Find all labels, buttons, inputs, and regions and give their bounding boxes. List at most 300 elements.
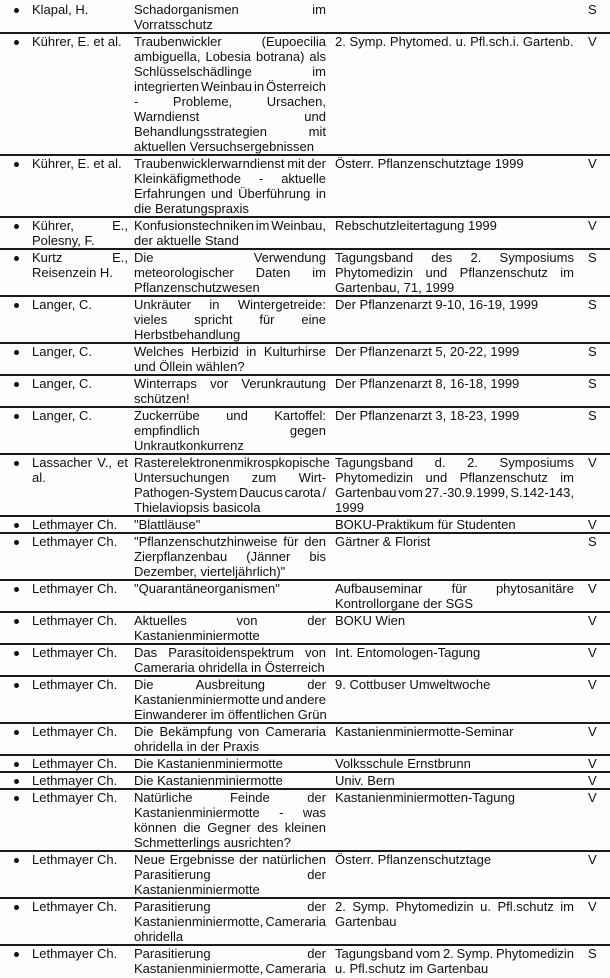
publication-cell	[335, 677, 576, 692]
bullet-icon	[14, 256, 19, 261]
word: Behandlungsstrategien	[134, 124, 267, 139]
word: Traubenwickler	[134, 34, 222, 49]
text-line-justified	[134, 805, 326, 820]
text-line-justified	[32, 455, 128, 470]
word: Probleme,	[172, 94, 233, 109]
word: in	[209, 297, 220, 312]
word: Wintergetreide:	[237, 297, 326, 312]
word: et	[117, 455, 128, 470]
word: Phytomedizin	[395, 899, 474, 914]
table-row	[0, 408, 610, 455]
word: Cameraria	[265, 724, 326, 739]
bullet-cell	[0, 773, 32, 784]
bullet-icon	[14, 651, 19, 656]
bullet-icon	[14, 303, 19, 308]
word: der	[307, 867, 326, 882]
category-value: V	[588, 645, 597, 660]
bullet-cell	[0, 852, 32, 863]
word: Symp.	[456, 946, 494, 961]
word: im	[255, 218, 270, 233]
table-row	[0, 613, 610, 645]
text-line-justified	[335, 265, 574, 280]
title-cell	[134, 724, 335, 754]
text-line-justified	[134, 186, 326, 201]
bullet-icon	[14, 619, 19, 624]
text-line-justified	[335, 946, 574, 961]
text-line: Lethmayer Ch.	[32, 677, 118, 692]
word: Kulturhirse	[263, 344, 326, 359]
word: und	[261, 692, 284, 707]
text-line: Kontrollorgane der SGS	[335, 596, 474, 611]
publication-cell	[335, 517, 576, 532]
category-value: S	[588, 408, 597, 423]
text-line: Kastanienminiermotte-Seminar	[335, 724, 514, 739]
text-line-justified	[335, 581, 574, 596]
text-line: Gartenbau, 71, 1999	[335, 280, 455, 295]
bullet-icon	[14, 414, 19, 419]
text-line-justified	[134, 250, 326, 265]
word: Wirt-	[298, 470, 326, 485]
word: der	[307, 156, 326, 171]
publication-cell	[335, 34, 576, 49]
word: der	[307, 677, 326, 692]
text-line: Kastanienminiermotten-Tagung	[335, 790, 515, 805]
text-line-justified	[134, 692, 326, 707]
publication-cell	[335, 645, 576, 660]
word: phytosanitäre	[495, 581, 574, 596]
word: (Jänner	[246, 549, 291, 564]
category-value: V	[588, 790, 597, 805]
word: Untersuchungen	[134, 470, 230, 485]
table-row	[0, 34, 610, 156]
title-cell	[134, 790, 335, 850]
category-value: V	[588, 773, 597, 788]
bullet-cell	[0, 899, 32, 910]
word: Verwendung	[253, 250, 326, 265]
word: Schadorganismen	[134, 2, 239, 17]
word: Winterraps	[134, 376, 197, 391]
text-line-justified	[134, 914, 326, 929]
category-cell	[576, 2, 610, 17]
table-row	[0, 250, 610, 297]
text-line: BOKU Wien	[335, 613, 406, 628]
text-line: Lethmayer Ch.	[32, 899, 118, 914]
bullet-icon	[14, 523, 19, 528]
word: E.,	[112, 218, 128, 233]
word: Parasitierung	[134, 867, 211, 882]
title-cell	[134, 344, 335, 374]
bullet-icon	[14, 382, 19, 387]
author-cell	[32, 376, 134, 391]
text-line: Österr. Pflanzenschutztage 1999	[335, 156, 524, 171]
text-line: Gartenbau	[335, 914, 397, 929]
text-line-justified	[32, 218, 128, 233]
word: carota	[284, 485, 321, 500]
word: meteorologischer	[134, 265, 234, 280]
word: Aktuelles	[134, 613, 187, 628]
word: Parasitierung	[134, 899, 211, 914]
bullet-cell	[0, 756, 32, 767]
word: Pflanzenschutz	[459, 470, 548, 485]
bullet-cell	[0, 517, 32, 528]
word: Ergebnisse	[169, 852, 235, 867]
word: in	[246, 344, 257, 359]
text-line: Die Kastanienminiermotte	[134, 773, 283, 788]
text-line-justified	[134, 549, 326, 564]
text-line: Österr. Pflanzenschutztage	[335, 852, 492, 867]
word: /	[322, 485, 326, 500]
author-cell	[32, 2, 134, 17]
category-cell	[576, 534, 610, 549]
bullet-cell	[0, 218, 32, 229]
category-cell	[576, 790, 610, 805]
text-line: Lethmayer Ch.	[32, 790, 118, 805]
word: Die	[134, 677, 154, 692]
word: und	[211, 186, 233, 201]
text-line-justified	[134, 2, 326, 17]
word: Kastanienminiermotte,	[134, 914, 264, 929]
text-line: Kührer, E. et al.	[32, 156, 122, 171]
category-cell	[576, 581, 610, 596]
word: von	[238, 724, 260, 739]
text-line: und Öllein wählen?	[134, 359, 245, 374]
text-line-justified	[335, 470, 574, 485]
text-line: Unkrautkonkurrenz	[134, 438, 244, 453]
author-cell	[32, 156, 134, 171]
word: V.,	[97, 455, 112, 470]
bullet-icon	[14, 730, 19, 735]
word: Daucus	[238, 485, 284, 500]
author-cell	[32, 297, 134, 312]
title-cell	[134, 581, 335, 596]
word: und	[304, 109, 326, 124]
text-line: aktuellen Versuchsergebnissen	[134, 139, 314, 154]
title-cell	[134, 677, 335, 722]
text-line: Reisenzein H.	[32, 265, 113, 280]
category-value: S	[588, 946, 597, 961]
word: S.142-143,	[510, 485, 574, 500]
word: andere	[285, 692, 326, 707]
text-line: Langer, C.	[32, 344, 92, 359]
category-value: V	[588, 756, 597, 771]
text-line-justified	[134, 265, 326, 280]
text-line: 9. Cottbuser Umweltwoche	[335, 677, 491, 692]
category-value: V	[588, 34, 597, 49]
text-line: Kastanienminiermotte	[134, 628, 260, 643]
word: Tagungsband	[335, 250, 414, 265]
text-line-justified	[134, 34, 326, 49]
author-cell	[32, 581, 134, 596]
author-cell	[32, 250, 134, 280]
author-cell	[32, 517, 134, 532]
word: Ursachen,	[266, 94, 326, 109]
category-cell	[576, 218, 610, 233]
bullet-cell	[0, 297, 32, 308]
bullet-cell	[0, 408, 32, 419]
category-cell	[576, 899, 610, 914]
bullet-icon	[14, 683, 19, 688]
text-line-justified	[134, 64, 326, 79]
word: Verunkrautung	[241, 376, 326, 391]
text-line: Klapal, H.	[32, 2, 89, 17]
word: vieles	[134, 312, 168, 327]
category-value: V	[588, 156, 597, 171]
text-line: Rasterelektronenmikrospkopische	[134, 455, 330, 470]
title-cell	[134, 645, 335, 675]
text-line-justified	[134, 790, 326, 805]
category-value: S	[588, 297, 597, 312]
publication-cell	[335, 455, 576, 515]
word: Weinbau,	[271, 218, 326, 233]
word: E.,	[112, 250, 128, 265]
author-cell	[32, 34, 134, 49]
category-cell	[576, 773, 610, 788]
text-line-justified	[134, 218, 326, 233]
bullet-cell	[0, 677, 32, 688]
text-line-justified	[134, 423, 326, 438]
word: Weinbau	[200, 79, 253, 94]
text-line: Lethmayer Ch.	[32, 724, 118, 739]
word: der	[307, 613, 326, 628]
word: für	[283, 534, 299, 549]
word: Traubenwicklerwarndienst	[134, 156, 285, 171]
category-cell	[576, 297, 610, 312]
word: Cameraria	[265, 914, 326, 929]
word: Überführung	[238, 186, 311, 201]
text-line: Int. Entomologen-Tagung	[335, 645, 481, 660]
bullet-cell	[0, 376, 32, 387]
text-line: Lethmayer Ch.	[32, 852, 118, 867]
word: Kührer,	[32, 218, 74, 233]
title-cell	[134, 408, 335, 453]
title-cell	[134, 773, 335, 788]
word: ambiguella,	[134, 49, 201, 64]
word: der	[239, 852, 258, 867]
word: 2.	[467, 455, 478, 470]
text-line: Univ. Bern	[335, 773, 395, 788]
word: Pfl.schutz	[497, 899, 554, 914]
title-cell	[134, 852, 335, 897]
category-cell	[576, 376, 610, 391]
author-cell	[32, 645, 134, 660]
text-line-justified	[134, 156, 326, 171]
word: Unkräuter	[134, 297, 192, 312]
text-line: Kastanienminiermotte	[134, 882, 260, 897]
text-line: Lethmayer Ch.	[32, 946, 118, 961]
table-row	[0, 581, 610, 613]
word: 2.	[335, 899, 346, 914]
word: Natürliche	[134, 790, 193, 805]
word: Die	[134, 250, 154, 265]
word: Konfusionstechniken	[134, 218, 254, 233]
word: 2.	[470, 250, 482, 265]
word: Warndienst	[134, 109, 200, 124]
bullet-icon	[14, 8, 19, 13]
word: des	[431, 250, 453, 265]
text-line-justified	[134, 724, 326, 739]
text-line-justified	[134, 899, 326, 914]
category-cell	[576, 517, 610, 532]
category-cell	[576, 156, 610, 171]
word: Österreich	[266, 79, 326, 94]
table-row	[0, 645, 610, 677]
text-line: 1999	[335, 500, 364, 515]
text-line-justified	[134, 534, 326, 549]
word: u.	[480, 899, 491, 914]
word: und	[425, 265, 448, 280]
text-line: u. Pfl.schutz im Gartenbau	[335, 961, 489, 976]
publication-cell	[335, 724, 576, 739]
text-line: Lethmayer Ch.	[32, 773, 118, 788]
word: im	[560, 470, 574, 485]
word: Parasitoidenspektrum	[168, 645, 294, 660]
table-row	[0, 297, 610, 344]
author-cell	[32, 773, 134, 788]
word: für	[259, 312, 275, 327]
text-line: Dezember, vierteljährlich)"	[134, 564, 286, 579]
table-row	[0, 677, 610, 724]
word: vom	[398, 485, 423, 500]
word: vom	[415, 946, 441, 961]
word: Symposiums	[499, 250, 574, 265]
table-row	[0, 2, 610, 34]
word: Das	[134, 645, 158, 660]
word: Phytomedizin	[335, 265, 414, 280]
word: Gartenbau	[335, 485, 397, 500]
word: Kleinkäfigmethode	[134, 171, 241, 186]
word: vor	[210, 376, 229, 391]
title-cell	[134, 534, 335, 579]
text-line: al.	[32, 470, 46, 485]
bullet-cell	[0, 2, 32, 13]
word: natürlichen	[262, 852, 326, 867]
word: aktuelle	[281, 171, 326, 186]
text-line-justified	[134, 94, 326, 109]
word: Gegner	[207, 820, 251, 835]
text-line: Lethmayer Ch.	[32, 645, 118, 660]
word: Ausbreitung	[195, 677, 266, 692]
title-cell	[134, 613, 335, 643]
bullet-cell	[0, 250, 32, 261]
text-line: Thielaviopsis basicola	[134, 500, 261, 515]
word: den	[304, 534, 326, 549]
word: Tagungsband	[335, 946, 414, 961]
table-row	[0, 790, 610, 852]
bullet-cell	[0, 344, 32, 355]
author-cell	[32, 790, 134, 805]
text-line: ohridella	[134, 929, 184, 944]
word: -	[134, 94, 139, 109]
word: Welches	[134, 344, 184, 359]
word: in	[315, 186, 326, 201]
author-cell	[32, 852, 134, 867]
text-line: Lethmayer Ch.	[32, 756, 118, 771]
text-line: Schmetterlings ausrichten?	[134, 835, 291, 850]
category-value: S	[588, 2, 597, 17]
category-value: S	[588, 376, 597, 391]
text-line-justified	[134, 820, 326, 835]
category-value: S	[588, 534, 597, 549]
word: bis	[309, 549, 326, 564]
bullet-cell	[0, 534, 32, 545]
word: empfindlich	[134, 423, 200, 438]
word: im	[312, 265, 326, 280]
text-line-justified	[134, 79, 326, 94]
category-cell	[576, 34, 610, 49]
bullet-icon	[14, 461, 19, 466]
word: integrierten	[134, 79, 200, 94]
bullet-icon	[14, 779, 19, 784]
text-line: Gärtner & Florist	[335, 534, 431, 549]
author-cell	[32, 724, 134, 739]
bullet-icon	[14, 350, 19, 355]
text-line: Rebschutzleitertagung 1999	[335, 218, 497, 233]
text-line: die Beratungspraxis	[134, 201, 249, 216]
text-line: ohridella in der Praxis	[134, 739, 260, 754]
text-line: Langer, C.	[32, 297, 92, 312]
title-cell	[134, 34, 335, 154]
title-cell	[134, 250, 335, 295]
table-row	[0, 773, 610, 790]
text-line-justified	[335, 899, 574, 914]
text-line: der aktuelle Stand	[134, 233, 239, 248]
publication-cell	[335, 756, 576, 771]
text-line: Kührer, E. et al.	[32, 34, 122, 49]
text-line: Lethmayer Ch.	[32, 534, 118, 549]
word: eine	[301, 312, 326, 327]
word: Kurtz	[32, 250, 63, 265]
title-cell	[134, 899, 335, 944]
text-line: "Quarantäneorganismen"	[134, 581, 280, 596]
text-line: Langer, C.	[32, 376, 92, 391]
word: Phytomedizin	[335, 470, 414, 485]
word: Lobesia	[205, 49, 252, 64]
category-value: V	[588, 899, 597, 914]
word: Feinde	[229, 790, 270, 805]
title-cell	[134, 297, 335, 342]
word: was	[302, 805, 326, 820]
table-row	[0, 455, 610, 517]
author-cell	[32, 218, 134, 248]
title-cell	[134, 455, 335, 515]
table-row	[0, 899, 610, 946]
table-row	[0, 344, 610, 376]
text-line: Lethmayer Ch.	[32, 613, 118, 628]
bullet-cell	[0, 724, 32, 735]
word: als	[309, 49, 326, 64]
author-cell	[32, 899, 134, 914]
publication-cell	[335, 376, 576, 391]
bullet-icon	[14, 796, 19, 801]
word: kleinen	[284, 820, 326, 835]
word: Zierpflanzenbau	[134, 549, 228, 564]
title-cell	[134, 376, 335, 406]
text-line-justified	[134, 867, 326, 882]
word: der	[307, 946, 326, 961]
title-cell	[134, 517, 335, 532]
text-line-justified	[134, 470, 326, 485]
table-row	[0, 724, 610, 756]
text-line-justified	[134, 49, 326, 64]
bullet-cell	[0, 156, 32, 167]
word: die	[183, 820, 201, 835]
word: können	[134, 820, 177, 835]
publication-cell	[335, 218, 576, 233]
category-cell	[576, 250, 610, 265]
text-line-justified	[134, 485, 326, 500]
author-cell	[32, 946, 134, 961]
category-value: S	[588, 344, 597, 359]
